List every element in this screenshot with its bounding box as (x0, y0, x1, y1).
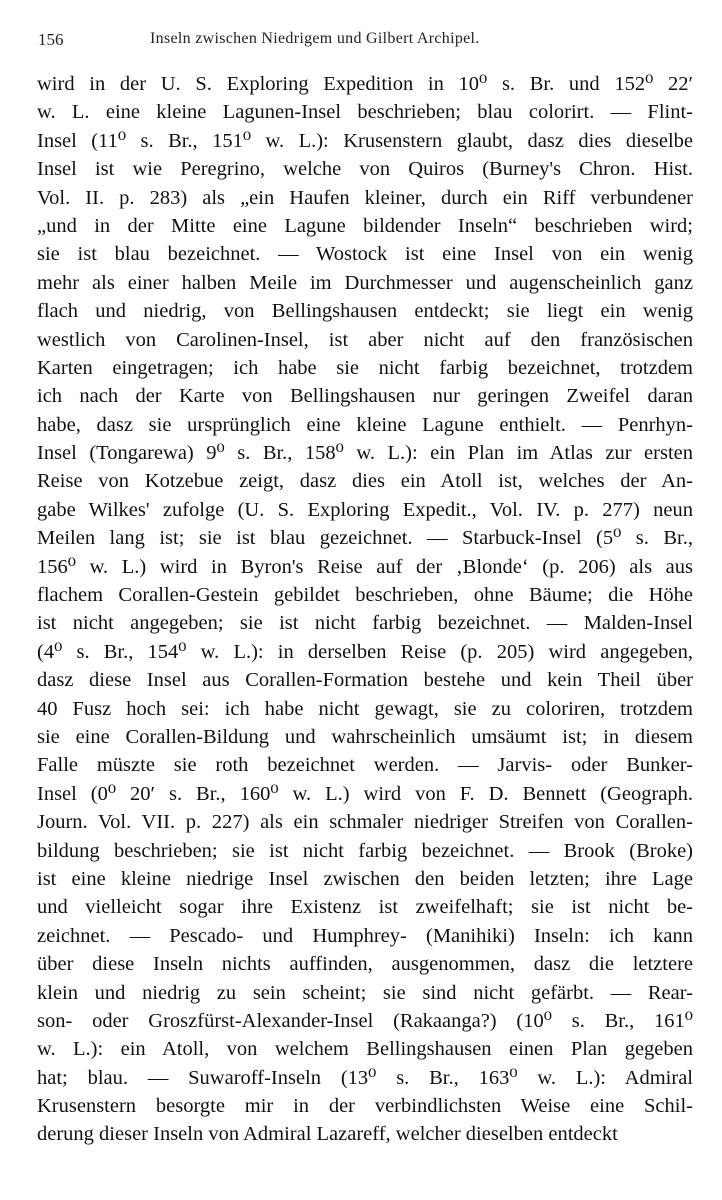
text-line: Journ. Vol. VII. p. 227) als ein schmaler niedriger Streifen von Corallen- (37, 811, 693, 834)
text-line: Insel (11⁰ s. Br., 151⁰ w. L.): Krusenstern glaubt, dasz dies dieselbe (37, 129, 693, 152)
text-line: Falle müszte sie roth bezeichnet werden. — Jarvis- oder Bunker- (37, 754, 693, 777)
text-line: Meilen lang ist; sie ist blau gezeichnet. — Starbuck-Insel (5⁰ s. Br., (37, 527, 693, 550)
text-line: klein und niedrig zu sein scheint; sie sind nicht gefärbt. — Rear- (37, 981, 693, 1004)
text-line: Insel (0⁰ 20′ s. Br., 160⁰ w. L.) wird von F. D. Bennett (Geograph. (37, 782, 693, 805)
text-line: wird in der U. S. Exploring Expedition in 10⁰ s. Br. und 152⁰ 22′ (37, 73, 693, 95)
text-line: habe, dasz sie ursprünglich eine kleine Lagune enthielt. — Penrhyn- (37, 413, 693, 436)
text-line: sie eine Corallen-Bildung und wahrscheinlich umsäumt ist; in diesem (37, 725, 693, 748)
text-line: zeichnet. — Pescado- und Humphrey- (Manihiki) Inseln: ich kann (37, 924, 693, 947)
text-line: Krusenstern besorgte mir in der verbindlichsten Weise eine Schil- (37, 1095, 693, 1118)
page-number: 156 (38, 30, 64, 49)
body-text (37, 70, 693, 1149)
text-line: 156⁰ w. L.) wird in Byron's Reise auf der ‚Blonde‘ (p. 206) als aus (37, 555, 693, 578)
text-line: son- oder Groszfürst-Alexander-Insel (Rakaanga?) (10⁰ s. Br., 161⁰ (37, 1009, 693, 1032)
text-line: derung dieser Inseln von Admiral Lazareff, welcher dieselben entdeckt (37, 1123, 618, 1146)
text-line: flach und niedrig, von Bellingshausen entdeckt; sie liegt ein wenig (37, 300, 693, 323)
text-line: 40 Fusz hoch sei: ich habe nicht gewagt, sie zu coloriren, trotzdem (37, 697, 693, 720)
text-line: ist nicht angegeben; sie ist nicht farbig bezeichnet. — Malden-Insel (37, 612, 693, 635)
text-line: bildung beschrieben; sie ist nicht farbig bezeichnet. — Brook (Broke) (37, 839, 693, 862)
text-line: ich nach der Karte von Bellingshausen nur geringen Zweifel daran (37, 385, 693, 408)
text-line: Insel ist wie Peregrino, welche von Quiros (Burney's Chron. Hist. (37, 158, 693, 181)
text-line: „und in der Mitte eine Lagune bildender Inseln“ beschrieben wird; (37, 214, 693, 237)
text-line: westlich von Carolinen-Insel, ist aber nicht auf den französischen (37, 328, 693, 351)
text-line: Vol. II. p. 283) als „ein Haufen kleiner, durch ein Riff verbundener (37, 186, 693, 209)
text-line: Karten eingetragen; ich habe sie nicht farbig bezeichnet, trotzdem (37, 356, 693, 379)
text-line: mehr als einer halben Meile im Durchmesser und augenscheinlich ganz (37, 271, 693, 294)
text-line: über diese Inseln nichts auffinden, ausgenommen, dasz die letztere (37, 953, 693, 976)
text-line: Insel (Tongarewa) 9⁰ s. Br., 158⁰ w. L.): ein Plan im Atlas zur ersten (37, 442, 693, 465)
text-line: Reise von Kotzebue zeigt, dasz dies ein Atoll ist, welches der An- (37, 470, 693, 493)
text-line: w. L. eine kleine Lagunen-Insel beschrieben; blau colorirt. — Flint- (37, 101, 693, 124)
text-line: ist eine kleine niedrige Insel zwischen den beiden letzten; ihre Lage (37, 867, 693, 890)
page-header (38, 30, 678, 54)
running-head: Inseln zwischen Niedrigem und Gilbert Archipel. (150, 30, 480, 47)
text-line: (4⁰ s. Br., 154⁰ w. L.): in derselben Reise (p. 205) wird angegeben, (37, 640, 693, 663)
text-line: hat; blau. — Suwaroff-Inseln (13⁰ s. Br., 163⁰ w. L.): Admiral (37, 1066, 693, 1089)
text-line: gabe Wilkes' zufolge (U. S. Exploring Expedit., Vol. IV. p. 277) neun (37, 498, 693, 521)
text-line: flachem Corallen-Gestein gebildet beschrieben, ohne Bäume; die Höhe (37, 584, 693, 607)
text-line: und vielleicht sogar ihre Existenz ist zweifelhaft; sie ist nicht be- (37, 896, 693, 919)
text-line: dasz diese Insel aus Corallen-Formation bestehe und kein Theil über (37, 669, 693, 692)
text-line: sie ist blau bezeichnet. — Wostock ist eine Insel von ein wenig (37, 243, 693, 266)
text-line: w. L.): ein Atoll, von welchem Bellingshausen einen Plan gegeben (37, 1038, 693, 1061)
